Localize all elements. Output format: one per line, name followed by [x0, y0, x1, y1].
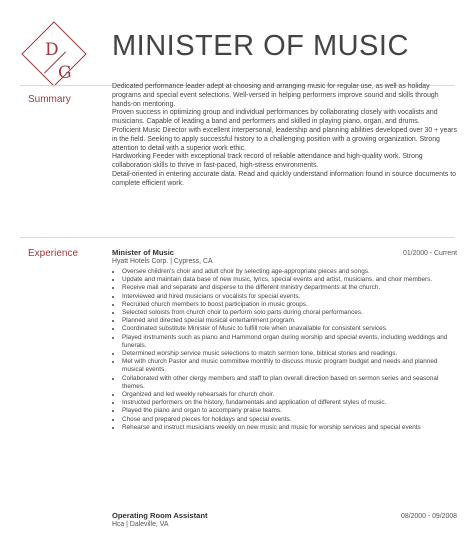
duty-item: • Determined worship service music selections to match sermon tone, biblical stories and readings.	[122, 350, 457, 358]
summary-heading: Summary	[28, 94, 71, 105]
summary-paragraph: Dedicated performance leader adept at choosing and arranging music for regular use, as well as holiday programs and special event selections. Well-versed in helping performers improve sound and skills through hands-on mentoring.	[112, 83, 439, 108]
duty-item: • Planned and directed special musical entertainment program.	[122, 317, 457, 325]
duty-item: • Recruited church members to boost participation in music groups.	[122, 301, 457, 309]
duty-item: • Interviewed and hired musicians or vocalists for special events.	[122, 293, 457, 301]
duty-item: • Collaborated with other clergy members and staff to plan overall direction based on sermon series and seasonal themes.	[122, 375, 457, 391]
summary-body	[112, 83, 457, 189]
duty-item: • Selected soloists from church choir to perform solo parts during choral performances.	[122, 309, 457, 317]
duty-item: • Oversee children's choir and adult choir by selecting age-appropriate pieces and songs.	[122, 268, 457, 276]
duty-item: • Update and maintain data base of new music, lyrics, special events and artist, musicians, and choir members.	[122, 276, 457, 284]
duty-item: • Met with church Pastor and music committee monthly to discuss music program budget and needs and planned musical events.	[122, 358, 457, 374]
job-dates: 01/2000 - Current	[402, 250, 457, 257]
job-company: Hca | Daleville, VA	[112, 521, 169, 528]
job-title: Minister of Music	[112, 248, 175, 257]
summary-paragraph: Hardworking Feeder with exceptional track record of reliable attendance and high-quality work. Strong collaboration skills to thrive in fast-paced, high-stress environments.	[112, 153, 423, 170]
duty-item: • Coordinated substitute Minister of Music to fulfill role when unavailable for consistent services.	[122, 325, 457, 333]
monogram-logo	[18, 18, 90, 90]
monogram-second-initial: G	[58, 63, 72, 83]
duty-item: • Chose and prepared pieces for holidays and special events.	[122, 416, 457, 424]
job-title: Operating Room Assistant	[112, 511, 208, 520]
job-dates: 08/2000 - 09/2008	[401, 513, 457, 520]
duty-item: • Played instruments such as piano and Hammond organ during worship and special events, including weddings and funerals.	[122, 334, 457, 350]
job-company: Hyatt Hotels Corp. | Cypress, CA	[112, 258, 213, 265]
duty-item: • Rehearse and instruct musicians weekly on new music and music for worship services and special events	[122, 424, 457, 432]
duty-item: • Played the piano and organ to accompany praise teams.	[122, 407, 457, 415]
duty-item: • Receive mail and separate and disperse to the different ministry departments at the church.	[122, 284, 457, 292]
experience-heading: Experience	[28, 248, 79, 259]
job-duties-list	[112, 268, 457, 432]
summary-paragraph: Detail-oriented in entering accurate data. Read and quickly understand information found in source documents to complete efficient work.	[112, 170, 456, 187]
summary-paragraph: Proven success in optimizing group and individual performances by collaborating closely with vocalists and musicians. Capable of leading a band and performers and skilled in playing piano, organ, and drums.	[112, 109, 438, 126]
monogram-first-initial: D	[45, 40, 59, 60]
duty-item: • Instructed performers on the history, fundamentals and application of different styles of music.	[122, 399, 457, 407]
resume-title: MINISTER OF MUSIC	[112, 30, 409, 62]
duty-item: • Organized and led weekly rehearsals for church choir.	[122, 391, 457, 399]
job-entry	[112, 248, 457, 432]
job-entry	[112, 511, 457, 528]
divider-experience	[20, 237, 454, 238]
summary-paragraph: Proficient Music Director with excellent interpersonal, leadership and planning abilities developed over 30 + years in the field. Seeking to apply successful history to a challenging position with a growing organization. Strong attention to detail with a superior work ethic.	[112, 126, 457, 152]
